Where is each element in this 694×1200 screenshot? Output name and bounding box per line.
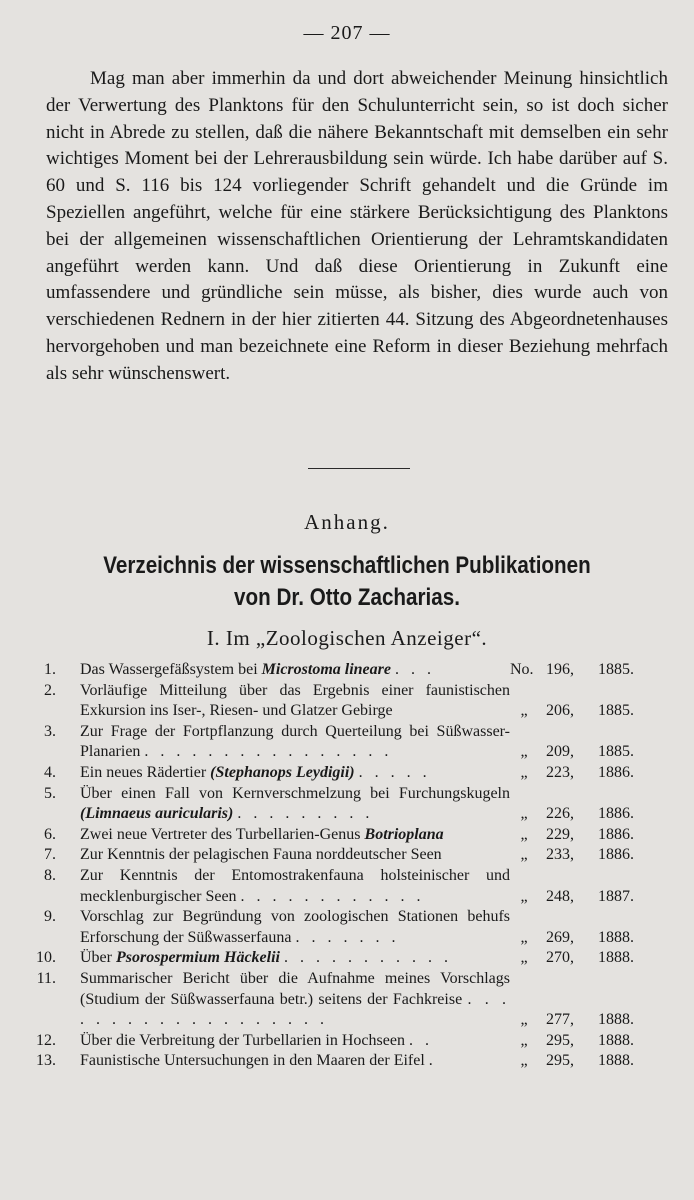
leader-dots: . . . . . . . . . . . . . . . . . . . <box>80 990 511 1029</box>
entry-reference <box>510 763 670 784</box>
number-abbreviation: No. <box>510 661 534 678</box>
entry-title-text: Vorschlag zur Begründung von zoologischen Stationen behufs Erforschung der Süßwasserfauna <box>80 908 510 946</box>
entry-title <box>80 784 510 825</box>
entry-title-text: Faunistische Untersuchungen in den Maaren der Eifel <box>80 1052 425 1070</box>
entry-reference <box>510 1031 670 1052</box>
entry-reference <box>510 845 670 866</box>
ditto-mark: „ <box>520 702 528 720</box>
publication-year: 1888. <box>598 1052 634 1070</box>
entry-title-text: Zwei neue Vertreter des Turbellarien-Genus <box>80 825 365 843</box>
issue-number: 269, <box>546 928 574 946</box>
leader-dots: . . . . . . . . . . . <box>283 949 452 967</box>
issue-number: 233, <box>546 846 574 864</box>
publication-year: 1886. <box>598 763 634 781</box>
entry-number: 7. <box>44 846 56 864</box>
ditto-mark: „ <box>520 1031 528 1049</box>
publication-entry <box>20 660 670 681</box>
leader-dots: . . . <box>394 661 435 678</box>
body-paragraph: Mag man aber immerhin da und dort abweichender Meinung hinsichtlich der Verwertung des Planktons für den Schulunterricht sein, so ist doch sicher nicht in Abrede zu stellen, daß die nähere Bekanntschaft mit demselben ein sehr wichtiges Moment bei der Lehrerausbildung sein würde. Ich habe darüber auf S. 60 und S. 116 bis 124 vorliegender Schrift gehandelt und die Gründe im Speziellen angeführt, welche für eine stärkere Berücksichtigung des Planktons bei der allgemeinen wissenschaftlichen Orientierung der Lehramtskandidaten angeführt werden kann. Und daß diese Orientierung in Zukunft eine umfassendere und gründliche sein müsse, als bisher, dies wurde auch von verschiedenen Rednern in der hier zitierten 44. Sitzung des Abgeordnetenhauses hervorgehoben und man bezeichnete eine Reform in dieser Beziehung mehrfach als sehr wünschenswert. <box>46 68 668 384</box>
entry-title-text: Das Wassergefäßsystem bei <box>80 661 262 678</box>
publication-entry <box>20 763 670 784</box>
publication-year: 1887. <box>598 887 634 905</box>
ditto-mark: „ <box>520 846 528 864</box>
entry-title-text: Ein neues Rädertier <box>80 763 211 781</box>
ditto-mark: „ <box>520 825 528 843</box>
ditto-mark: „ <box>520 928 528 946</box>
ditto-mark: „ <box>520 1052 528 1070</box>
page-number: — 207 — <box>303 22 391 44</box>
entry-reference <box>510 928 670 949</box>
entry-title-text: Über <box>80 949 116 967</box>
publication-year: 1885. <box>598 743 634 761</box>
publication-year: 1888. <box>598 949 634 967</box>
entry-number: 11. <box>36 969 56 987</box>
entry-title-text: Zur Kenntnis der pelagischen Fauna norddeutscher Seen <box>80 846 442 864</box>
entry-number: 10. <box>36 949 56 967</box>
section-title: I. Im „Zoologischen Anzeiger“. <box>206 626 488 650</box>
entry-reference <box>510 1051 670 1072</box>
publication-entry <box>20 1031 670 1052</box>
entry-number: 1. <box>44 661 56 678</box>
publication-entry <box>20 866 670 907</box>
entry-title <box>80 1031 510 1052</box>
entry-title-text: Über die Verbreitung der Turbellarien in Hochseen <box>80 1031 405 1049</box>
entry-number: 5. <box>44 784 56 802</box>
publication-year: 1886. <box>598 805 634 823</box>
leader-dots: . . . . . <box>358 763 431 781</box>
entry-title <box>80 969 510 1031</box>
entry-number: 8. <box>44 866 56 884</box>
publication-year: 1888. <box>598 1011 634 1029</box>
appendix-heading <box>49 550 646 614</box>
entry-reference <box>510 742 670 763</box>
ditto-mark: „ <box>520 1011 528 1029</box>
issue-number: 277, <box>546 1011 574 1029</box>
ditto-mark: „ <box>520 805 528 823</box>
entry-taxon: (Limnaeus auricularis) <box>80 805 234 823</box>
entry-taxon: (Stephanops Leydigii) <box>210 763 355 781</box>
entry-title <box>80 1051 510 1072</box>
entry-reference <box>510 660 670 681</box>
entry-title-text: Über einen Fall von Kernverschmelzung bei Furchungskugeln <box>80 784 510 802</box>
publication-year: 1886. <box>598 825 634 843</box>
entry-reference <box>510 887 670 908</box>
publication-entry <box>20 907 670 948</box>
ditto-mark: „ <box>520 949 528 967</box>
leader-dots: . . . . . . . . . <box>237 805 374 823</box>
ditto-mark: „ <box>520 887 528 905</box>
entry-reference <box>510 1010 670 1031</box>
entry-title <box>80 763 510 784</box>
entry-title-text: Zur Frage der Fortpflanzung durch Querteilung bei Süßwasser-Planarien <box>80 722 510 761</box>
publication-entry <box>20 825 670 846</box>
publication-year: 1885. <box>598 702 634 720</box>
entry-number: 4. <box>44 763 56 781</box>
entry-taxon: Botrioplana <box>364 825 444 843</box>
issue-number: 206, <box>546 702 574 720</box>
issue-number: 295, <box>546 1031 574 1049</box>
publication-entry <box>20 784 670 825</box>
publication-entry <box>20 969 670 1031</box>
appendix-label: Anhang. <box>304 510 390 534</box>
entry-reference <box>510 825 670 846</box>
heading-line-1: Verzeichnis der wissenschaftlichen Publikationen <box>103 552 591 579</box>
entry-reference <box>510 701 670 722</box>
entry-number: 6. <box>44 825 56 843</box>
publication-entry <box>20 845 670 866</box>
publication-entry <box>20 948 670 969</box>
leader-dots: . . . . . . . . . . . . . . . . <box>144 743 393 761</box>
publication-entry <box>20 1051 670 1072</box>
ditto-mark: „ <box>520 763 528 781</box>
entry-number: 2. <box>44 681 56 699</box>
publication-entry <box>20 722 670 763</box>
publication-list <box>20 660 670 1072</box>
entry-title <box>80 845 510 866</box>
entry-title-text: Summarischer Bericht über die Aufnahme meines Vorschlags (Studium der Süßwasserfauna betr.) seitens der Fachkreise <box>80 969 510 1008</box>
publication-entry <box>20 681 670 722</box>
entry-title <box>80 866 510 907</box>
entry-title <box>80 825 510 846</box>
issue-number: 209, <box>546 743 574 761</box>
publication-year: 1885. <box>598 661 634 678</box>
issue-number: 226, <box>546 805 574 823</box>
entry-number: 12. <box>36 1031 56 1049</box>
issue-number: 248, <box>546 887 574 905</box>
entry-title <box>80 722 510 763</box>
publication-year: 1888. <box>598 1031 634 1049</box>
leader-dots: . . . . . . . <box>295 928 400 946</box>
entry-number: 9. <box>44 908 56 926</box>
entry-taxon: Psorospermium Häckelii <box>115 949 280 967</box>
entry-title <box>80 681 510 722</box>
entry-title <box>80 907 510 948</box>
entry-title <box>80 660 510 681</box>
leader-dots: . . <box>408 1031 433 1049</box>
entry-number: 13. <box>36 1052 56 1070</box>
entry-title-text: Zur Kenntnis der Entomostrakenfauna holsteinischer und mecklenburgischer Seen <box>80 866 510 905</box>
ditto-mark: „ <box>520 743 528 761</box>
leader-dots: . <box>428 1052 437 1070</box>
entry-reference <box>510 804 670 825</box>
leader-dots: . . . . . . . . . . . . <box>240 887 425 905</box>
publication-year: 1888. <box>598 928 634 946</box>
entry-taxon: Microstoma lineare <box>261 661 391 678</box>
entry-reference <box>510 948 670 969</box>
issue-number: 295, <box>546 1052 574 1070</box>
entry-title <box>80 948 510 969</box>
entry-title-text: Vorläufige Mitteilung über das Ergebnis einer faunistischen Exkursion ins Iser-, Riesen- und Glatzer Gebirge <box>80 681 510 720</box>
heading-line-2: von Dr. Otto Zacharias. <box>234 584 460 611</box>
issue-number: 229, <box>546 825 574 843</box>
issue-number: 270, <box>546 949 574 967</box>
publication-year: 1886. <box>598 846 634 864</box>
section-divider <box>308 468 410 469</box>
issue-number: 223, <box>546 763 574 781</box>
issue-number: 196, <box>546 661 574 678</box>
entry-number: 3. <box>44 722 56 740</box>
